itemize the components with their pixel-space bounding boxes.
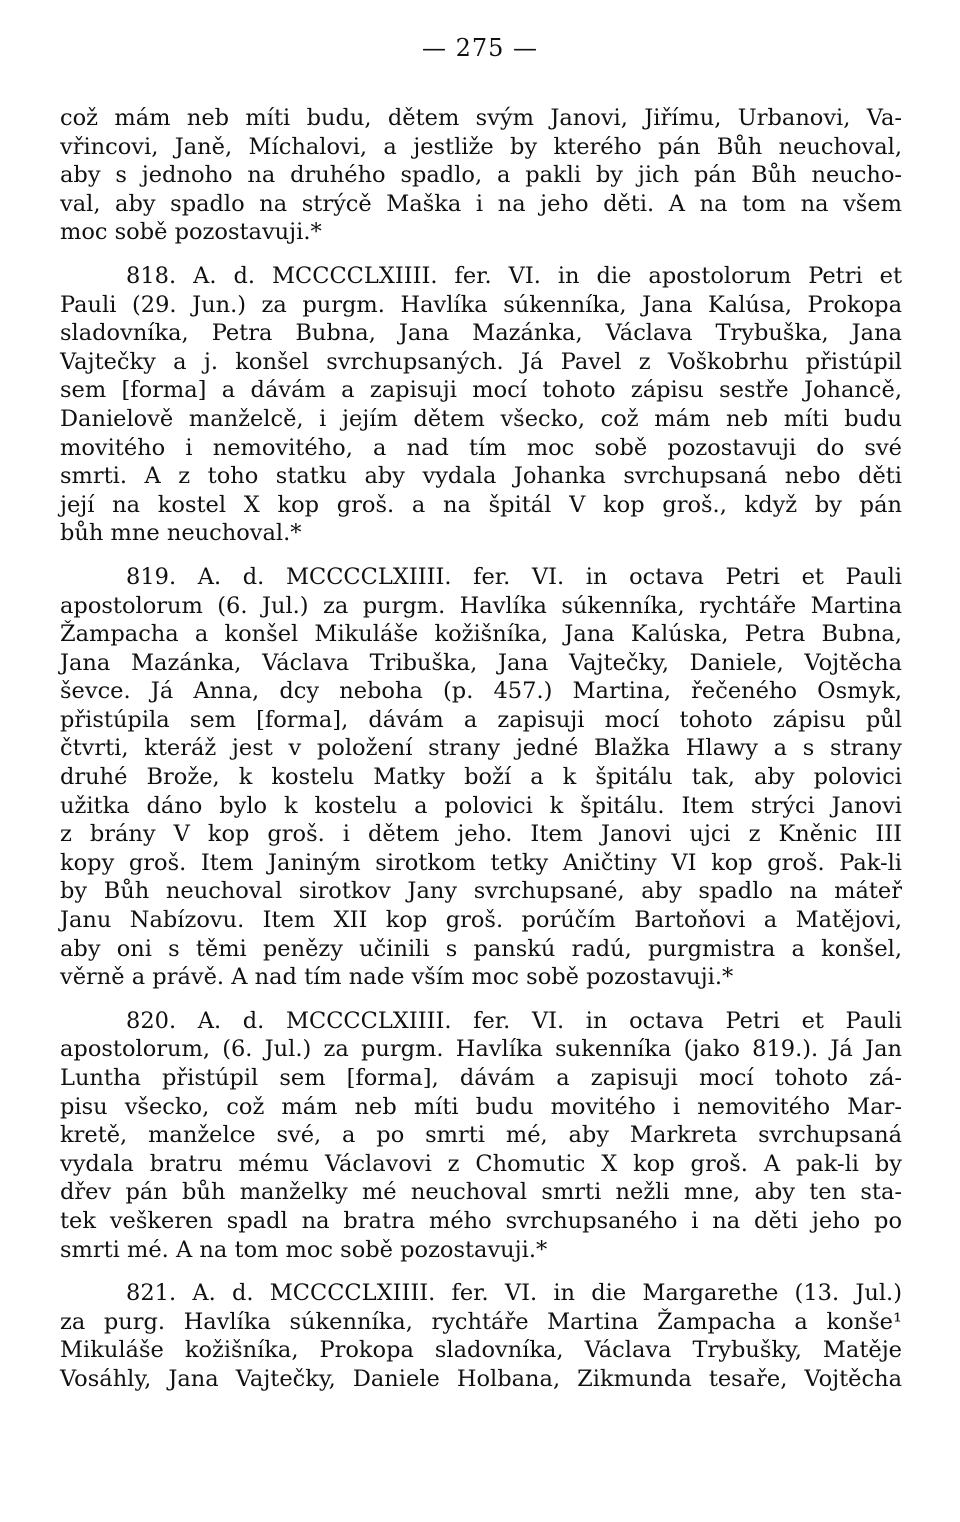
text-line: moc sobě pozostavuji.* xyxy=(60,219,322,246)
entry-818 xyxy=(60,262,902,548)
text-line: 821. A. d. MCCCCLXIIII. fer. VI. in die Margarethe (13. Jul.) xyxy=(126,1280,902,1307)
text-line: což mám neb míti budu, dětem svým Janovi, Jiřímu, Urbanovi, Va- xyxy=(60,105,902,131)
text-line: Danielově manželcě, i jejím dětem všecko, což mám neb míti budu xyxy=(60,405,902,432)
body-text xyxy=(60,104,902,1394)
text-line: Pauli (29. Jun.) za purgm. Havlíka súkenníka, Jana Kalúsa, Prokopa xyxy=(60,291,902,318)
entry-819 xyxy=(60,563,902,992)
text-line: by Bůh neuchoval sirotkov Jany svrchupsané, aby spadlo na máteř xyxy=(60,878,902,905)
text-line: druhé Brože, k kostelu Matky boží a k špitálu tak, aby polovici xyxy=(60,764,902,791)
text-line: bůh mne neuchoval.* xyxy=(60,520,302,547)
text-line: 819. A. d. MCCCCLXIIII. fer. VI. in octava Petri et Pauli xyxy=(126,563,902,590)
text-line: val, aby spadlo na strýcě Maška i na jeho děti. A na tom na všem xyxy=(60,190,902,217)
entry-820 xyxy=(60,1007,902,1264)
text-line: z brány V kop groš. i dětem jeho. Item Janovi ujci z Kněnic III xyxy=(60,821,902,848)
page-number: — 275 — xyxy=(421,34,539,62)
text-line: přistúpila sem [forma], dávám a zapisuji mocí tohoto zápisu půl xyxy=(60,706,902,733)
text-line: Vajtečky a j. konšel svrchupsaných. Já Pavel z Voškobrhu přistúpil xyxy=(60,348,902,375)
text-line: Janu Nabízovu. Item XII kop groš. porúčím Bartoňovi a Matějovi, xyxy=(60,907,902,934)
text-line: Mikuláše kožišníka, Prokopa sladovníka, Václava Trybušky, Matěje xyxy=(60,1337,902,1364)
text-line: 818. A. d. MCCCCLXIIII. fer. VI. in die apostolorum Petri et xyxy=(126,262,902,289)
text-line: Vosáhly, Jana Vajtečky, Daniele Holbana, Zikmunda tesaře, Vojtěcha xyxy=(60,1365,902,1392)
text-line: užitka dáno bylo k kostelu a polovici k špitálu. Item strýci Janovi xyxy=(60,792,902,819)
text-line: pisu všecko, což mám neb míti budu movitého i nemovitého Mar- xyxy=(60,1093,902,1120)
text-line: 820. A. d. MCCCCLXIIII. fer. VI. in octava Petri et Pauli xyxy=(126,1007,902,1034)
text-line: sladovníka, Petra Bubna, Jana Mazánka, Václava Trybuška, Jana xyxy=(60,320,902,347)
text-line: apostolorum (6. Jul.) za purgm. Havlíka súkenníka, rychtáře Martina xyxy=(60,592,902,619)
text-line: Jana Mazánka, Václava Tribuška, Jana Vajtečky, Daniele, Vojtěcha xyxy=(60,649,902,676)
text-line: dřev pán bůh manželky mé neuchoval smrti nežli mne, aby ten sta- xyxy=(60,1179,902,1206)
text-line: její na kostel X kop groš. a na špitál V kop groš., když by pán xyxy=(60,491,902,518)
paragraph-continuation xyxy=(60,104,902,247)
text-line: smrti. A z toho statku aby vydala Johanka svrchupsaná nebo děti xyxy=(60,463,902,490)
text-line: čtvrti, kteráž jest v položení strany jedné Blažka Hlawy a s strany xyxy=(60,735,902,762)
text-line: Žampacha a konšel Mikuláše kožišníka, Jana Kalúska, Petra Bubna, xyxy=(60,621,902,648)
text-line: věrně a právě. A nad tím nade vším moc sobě pozostavuji.* xyxy=(60,964,734,991)
text-line: movitého i nemovitého, a nad tím moc sobě pozostavuji do své xyxy=(60,434,902,461)
text-line: aby s jednoho na druhého spadlo, a pakli by jich pán Bůh neucho- xyxy=(60,162,902,189)
text-line: aby oni s těmi penězy učinili s panskú radú, purgmistra a konšel, xyxy=(60,935,902,962)
text-line: Luntha přistúpil sem [forma], dávám a zapisuji mocí tohoto zá- xyxy=(60,1065,902,1091)
text-line: tek veškeren spadl na bratra mého svrchupsaného i na děti jeho po xyxy=(60,1207,902,1234)
text-line: ševce. Já Anna, dcy neboha (p. 457.) Martina, řečeného Osmyk, xyxy=(60,678,902,705)
text-line: vřincovi, Janě, Míchalovi, a jestliže by kterého pán Bůh neuchoval, xyxy=(60,133,902,160)
entry-821 xyxy=(60,1279,902,1393)
text-line: za purg. Havlíka súkenníka, rychtáře Martina Žampacha a konše¹ xyxy=(60,1308,902,1335)
text-line: kopy groš. Item Janiným sirotkom tetky Aničtiny VI kop groš. Pak-li xyxy=(60,849,902,876)
text-line: vydala bratru mému Václavovi z Chomutic X kop groš. A pak-li by xyxy=(60,1150,902,1177)
text-line: sem [forma] a dávám a zapisuji mocí tohoto zápisu sestře Johancě, xyxy=(60,377,902,404)
text-line: kretě, manželce své, a po smrti mé, aby Markreta svrchupsaná xyxy=(60,1122,902,1149)
text-line: smrti mé. A na tom moc sobě pozostavuji.* xyxy=(60,1236,548,1263)
text-line: apostolorum, (6. Jul.) za purgm. Havlíka sukenníka (jako 819.). Já Jan xyxy=(60,1036,902,1063)
